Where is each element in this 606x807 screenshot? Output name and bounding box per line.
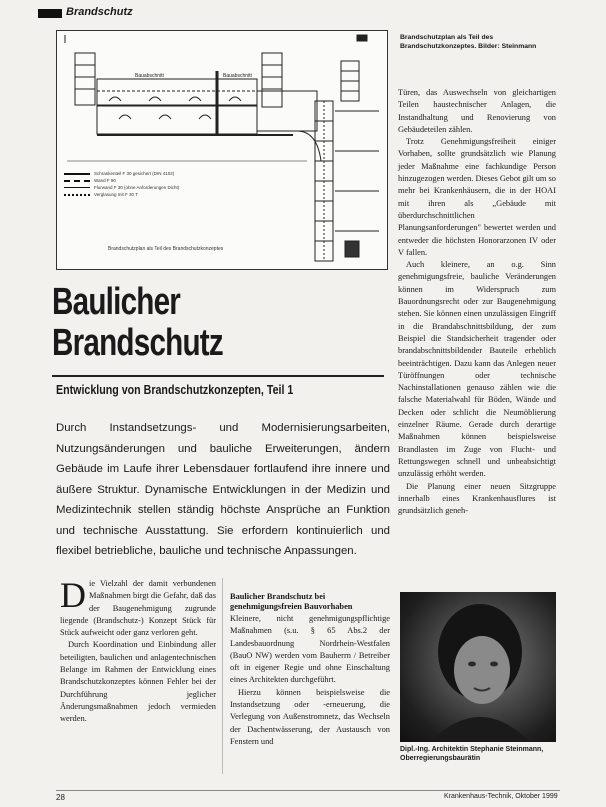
- author-portrait: [400, 592, 556, 742]
- legend-item: [64, 184, 179, 191]
- paragraph: Die Planung einer neuen Sitzgruppe innerhalb eines Krankenhausflures ist grundsätzlich geneh-: [398, 481, 556, 516]
- section-label: Brandschutz: [66, 6, 133, 18]
- publication-info: Krankenhaus-Technik, Oktober 1999: [444, 793, 558, 800]
- legend-item: [64, 191, 179, 198]
- section-heading: Baulicher Brandschutz bei genehmigungsfreien Bauvorhaben: [230, 592, 353, 611]
- portrait-silhouette: [400, 592, 556, 742]
- legend-label: Schrankenteil F 30 gesichert (DIN 4102): [94, 171, 175, 176]
- column-divider: [222, 578, 223, 774]
- floor-plan-drawing: [57, 31, 387, 269]
- section-marker: [38, 9, 62, 18]
- body-column-2: [230, 592, 390, 748]
- paragraph: Trotz Genehmigungsfreiheit einiger Vorhaben, sollte grundsätzlich wie Planung jeder Maßnahme eine fachkundige Person hinzugezogen werden. Dieses Gebot gilt um so mehr bei Krankenhäusern, die in der HOAI mit ihren als „Gebäude mit überdurchschnittlichen Planungsanforderungen" bewertet werden und entweder die höchsten Honorarzonen IV oder V fallen.: [398, 137, 556, 257]
- title-divider: [52, 375, 384, 377]
- legend-item: [64, 177, 179, 184]
- legend-swatch: [64, 180, 90, 182]
- footer-rule: [56, 790, 560, 791]
- page-number: 28: [56, 793, 65, 802]
- paragraph: Kleinere, nicht genehmigungspflichtige Maßnahmen (s.u. § 65 Abs.2 der Landesbauordnung Nordrhein-Westfalen (BauO NW) werden vom Bauherrn / Betreiber oft in eigener Regie und ohne Einschaltung eines Architekten durchgeführt.: [230, 614, 390, 685]
- legend-label: Wand F 90: [94, 178, 116, 183]
- paragraph: Hierzu können beispielsweise die Instandsetzung oder -erneuerung, die Verlegung von Außenstromnetz, das Wechseln der Dachentwässerung, der Austausch von Fenstern und: [230, 687, 390, 746]
- plan-room-label: Bauabschnitt: [135, 73, 164, 79]
- portrait-caption: Dipl.-Ing. Architektin Stephanie Steinmann, Oberregierungsbaurätin: [400, 746, 544, 762]
- lead-paragraph: Durch Instandsetzungs- und Modernisierungsarbeiten, Nutzungsänderungen und bauliche Erweiterungen, ändern Gebäude im Laufe ihrer Lebensdauer fortlaufend ihre innere und äußere Struktur. Dynamische Entwicklungen in der Medizin und Medizintechnik stellen ständig höchste Ansprüche an Funktion und technische Ausstattung. Sie erfordern kontinuierlich und flexibel betriebliche, bauliche und technische Anpassungen.: [56, 422, 390, 557]
- paragraph: Durch Koordination und Einbindung aller beteiligten, baulichen und anlagentechnischen Belange im Rahmen der Entwicklung eines Brandschutzkonzeptes können Fehler bei der Durchführung jeglicher Änderungsmaßnahmen jedoch vermieden werden.: [60, 640, 216, 724]
- article-subtitle: Entwicklung von Brandschutzkonzepten, Teil 1: [56, 382, 294, 397]
- plan-caption: Brandschutzplan als Teil des Brandschutzkonzeptes: [108, 246, 224, 252]
- paragraph: [60, 575, 216, 639]
- legend-swatch: [64, 187, 90, 188]
- article-title: [52, 282, 223, 364]
- paragraph: Auch kleinere, an o.g. Sinn genehmigungsfreie, bauliche Veränderungen können im Widerspruch zum Bauordnungsrecht oder zur Baugenehmigung stehen. Sie können einen unzulässigen Eingriff in die Brandabschnittsbildung, der zum Beispiel die Standsicherheit tragender oder brandabschnittsbildender Bauteile erheblich beeinträchtigen. Dazu kann das Anlegen neuer Türöffnungen oder technische Nachinstallationen genauso zählen wie die falsche Materialwahl für Böden, Wände und Decken oder schlicht die Neumöblierung einzelner Räume. Gerade durch derartige Maßnahmen können beispielsweise Brandlasten im Zuge von Flucht- und Rettungswegen schnell und unbeabsichtigt unzulässig erhöht werden.: [398, 260, 556, 479]
- right-column-text: [398, 87, 556, 517]
- legend-swatch: [64, 173, 90, 175]
- legend-label: Verglasung mit F 30 T: [94, 192, 138, 197]
- paragraph-text: ie Vielzahl der damit verbundenen Maßnahmen birgt die Gefahr, daß das der Baugenehmigung zugrunde liegende (Brandschutz-) Konzept Stück für Stück aufweicht oder ganz verloren geht.: [60, 579, 216, 638]
- title-line: Brandschutz: [52, 322, 223, 364]
- paragraph: Türen, das Auswechseln von gleichartigen Teilen haustechnischer Anlagen, die Instandhaltung und Renovierung von Gebäudeteilen zählen.: [398, 88, 556, 134]
- fire-protection-plan-figure: [56, 30, 388, 270]
- drop-cap: D: [60, 575, 86, 615]
- body-column-1: [60, 575, 216, 726]
- title-line: Baulicher: [52, 281, 181, 323]
- plan-legend: [64, 170, 179, 198]
- plan-room-label: Bauabschnitt: [223, 73, 252, 79]
- legend-swatch: [64, 194, 90, 196]
- legend-item: [64, 170, 179, 177]
- figure-caption: Brandschutzplan als Teil des Brandschutzkonzeptes. Bilder: Steinmann: [400, 34, 537, 50]
- legend-label: Flurwand F 30 (ohne Anforderungen Dicht): [94, 185, 180, 190]
